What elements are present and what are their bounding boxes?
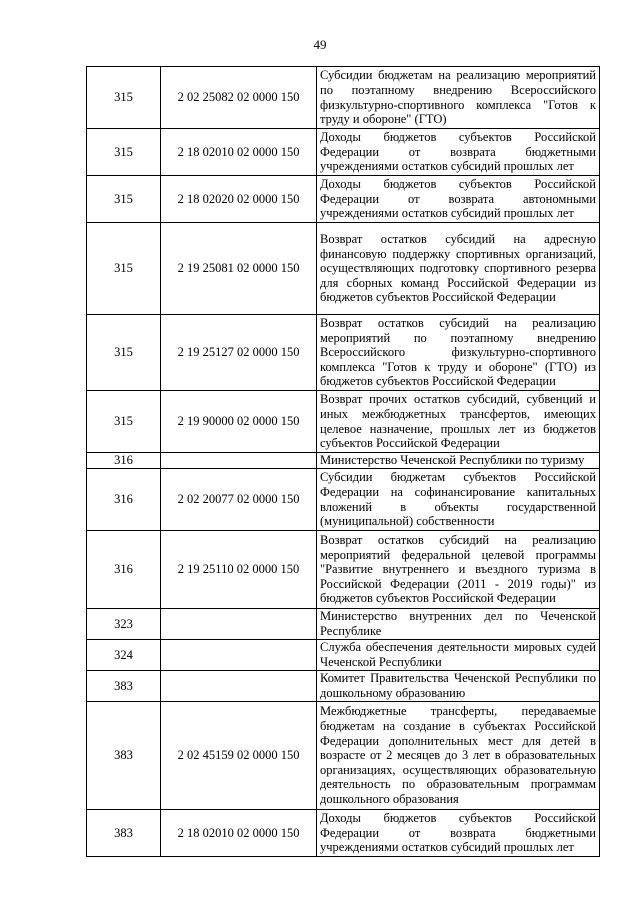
budget-classification-table — [86, 66, 600, 857]
budget-code-cell — [161, 671, 317, 702]
admin-code-cell: 383 — [87, 810, 161, 857]
budget-code-cell: 2 02 25082 02 0000 150 — [161, 67, 317, 129]
budget-code-cell: 2 18 02010 02 0000 150 — [161, 810, 317, 857]
budget-code-cell: 2 19 90000 02 0000 150 — [161, 391, 317, 453]
admin-code-cell: 315 — [87, 223, 161, 315]
budget-code-cell — [161, 640, 317, 671]
budget-code-cell: 2 02 20077 02 0000 150 — [161, 469, 317, 531]
admin-code-cell: 324 — [87, 640, 161, 671]
description-cell: Возврат остатков субсидий на адресную финансовую поддержку спортивных организаций, осуществляющих подготовку спортивного резерва для сборных команд Российской Федерации из бюджетов субъектов Российской Федерации — [317, 223, 600, 315]
budget-code-cell: 2 19 25110 02 0000 150 — [161, 531, 317, 609]
description-cell: Министерство Чеченской Республики по туризму — [317, 453, 600, 469]
admin-code-cell: 383 — [87, 671, 161, 702]
description-cell: Доходы бюджетов субъектов Российской Федерации от возврата бюджетными учреждениями остатков субсидий прошлых лет — [317, 129, 600, 176]
table-row — [87, 391, 600, 453]
table-row — [87, 315, 600, 391]
admin-code-cell: 315 — [87, 315, 161, 391]
table-row — [87, 453, 600, 469]
description-cell: Возврат прочих остатков субсидий, субвенций и иных межбюджетных трансфертов, имеющих целевое назначение, прошлых лет из бюджетов субъектов Российской Федерации — [317, 391, 600, 453]
admin-code-cell: 315 — [87, 129, 161, 176]
admin-code-cell: 316 — [87, 453, 161, 469]
table-row — [87, 702, 600, 810]
budget-code-cell: 2 19 25081 02 0000 150 — [161, 223, 317, 315]
table-row — [87, 67, 600, 129]
budget-code-cell: 2 02 45159 02 0000 150 — [161, 702, 317, 810]
page-number: 49 — [313, 37, 327, 52]
admin-code-cell: 323 — [87, 609, 161, 640]
budget-code-cell: 2 18 02010 02 0000 150 — [161, 129, 317, 176]
description-cell: Субсидии бюджетам на реализацию мероприятий по поэтапному внедрению Всероссийского физкультурно-спортивного комплекса "Готов к труду и обороне" (ГТО) — [317, 67, 600, 129]
table-row — [87, 531, 600, 609]
admin-code-cell: 316 — [87, 531, 161, 609]
table-row — [87, 640, 600, 671]
admin-code-cell: 316 — [87, 469, 161, 531]
budget-code-cell: 2 18 02020 02 0000 150 — [161, 176, 317, 223]
description-cell: Субсидии бюджетам субъектов Российской Федерации на софинансирование капитальных вложений в объекты государственной (муниципальной) собственности — [317, 469, 600, 531]
admin-code-cell: 315 — [87, 176, 161, 223]
description-cell: Возврат остатков субсидий на реализацию мероприятий по поэтапному внедрению Всероссийского физкультурно-спортивного комплекса "Готов к труду и обороне" (ГТО) из бюджетов субъектов Российской Федерации — [317, 315, 600, 391]
table-row — [87, 129, 600, 176]
admin-code-cell: 383 — [87, 702, 161, 810]
admin-code-cell: 315 — [87, 67, 161, 129]
table-row — [87, 176, 600, 223]
admin-code-cell: 315 — [87, 391, 161, 453]
description-cell: Межбюджетные трансферты, передаваемые бюджетам на создание в субъектах Российской Федерации дополнительных мест для детей в возрасте от 2 месяцев до 3 лет в образовательных организациях, осуществляющих образовательную деятельность по образовательным программам дошкольного образования — [317, 702, 600, 810]
table-row — [87, 609, 600, 640]
table-row — [87, 810, 600, 857]
description-cell: Министерство внутренних дел по Чеченской Республике — [317, 609, 600, 640]
description-cell: Комитет Правительства Чеченской Республики по дошкольному образованию — [317, 671, 600, 702]
budget-code-cell — [161, 453, 317, 469]
description-cell: Возврат остатков субсидий на реализацию мероприятий федеральной целевой программы "Развитие внутреннего и въездного туризма в Российской Федерации (2011 - 2019 годы)" из бюджетов субъектов Российской Федерации — [317, 531, 600, 609]
description-cell: Доходы бюджетов субъектов Российской Федерации от возврата автономными учреждениями остатков субсидий прошлых лет — [317, 176, 600, 223]
table-row — [87, 223, 600, 315]
table-row — [87, 469, 600, 531]
budget-code-cell — [161, 609, 317, 640]
budget-code-cell: 2 19 25127 02 0000 150 — [161, 315, 317, 391]
description-cell: Доходы бюджетов субъектов Российской Федерации от возврата бюджетными учреждениями остатков субсидий прошлых лет — [317, 810, 600, 857]
table-row — [87, 671, 600, 702]
description-cell: Служба обеспечения деятельности мировых судей Чеченской Республики — [317, 640, 600, 671]
